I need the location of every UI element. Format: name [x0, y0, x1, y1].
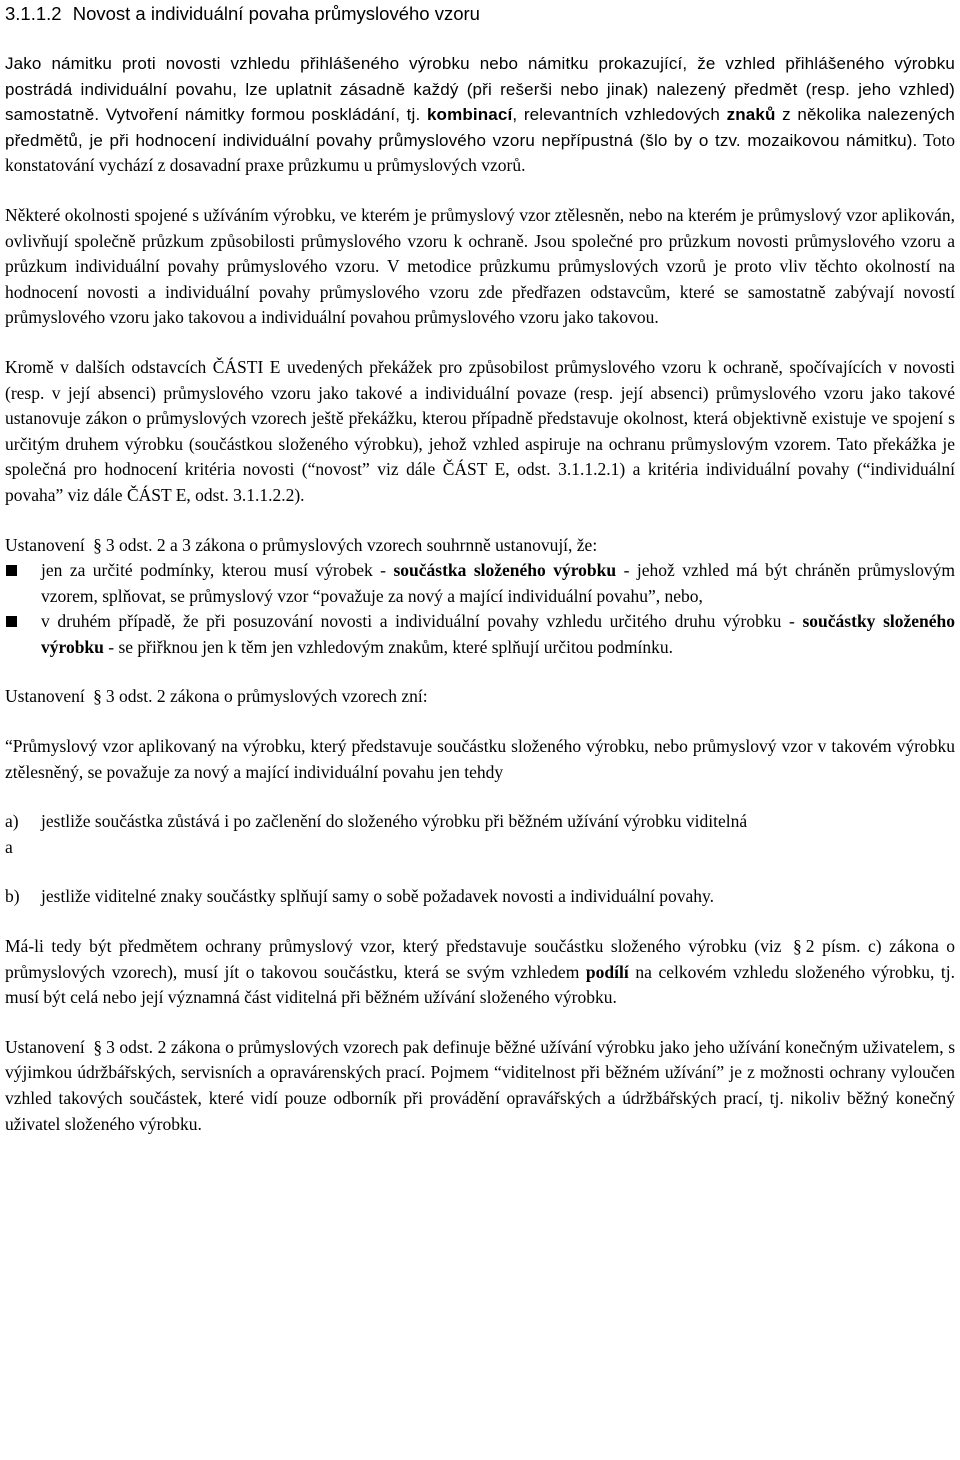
lettered-item-a [5, 809, 955, 835]
section-number: 3.1.1.2 [5, 3, 62, 24]
square-bullet-icon [6, 616, 17, 627]
bold-term: podílí [585, 961, 629, 982]
lettered-item-b [5, 884, 955, 910]
paragraph-normal-use: Ustanovení § 3 odst. 2 zákona o průmyslových vzorech pak definuje běžné užívání výrobku jako jeho užívání konečným uživatelem, s výjimkou údržbářských, servisních a opravárenských prací. Pojmem “viditelnost při běžném užívání” je z možnosti ochrany vyloučen vzhled takových součástek, které vidí pouze odborník při provádění opravářských a údržbářských prací, tj. nikoliv běžný konečný uživatel složeného výrobku. [5, 1036, 956, 1134]
paragraph-text: Jako námitku proti novosti vzhledu přihlášeného výrobku nebo námitku prokazující, že vzhled přihlášeného výrobku postrádá individuální povahu, lze uplatnit zásadně každý (při rešerši nebo jinak) nalezený předmět (resp. jeho vzhled) samostatně. Vytvoření námitky formou poskládání, tj. kombinací, relevantních vzhledových znaků z několika nalezených předmětů, je při hodnocení individuální povahy průmyslového vzoru nepřípustná (šlo by o tzv. mozaikovou námitku). [5, 54, 956, 150]
section-sign: § [93, 686, 102, 707]
paragraph-text: Toto konstatování vychází z dosavadní praxe průzkumu u průmyslových vzorů. [5, 129, 955, 176]
paragraph-provision-intro: Ustanovení § 3 odst. 2 a 3 zákona o průmyslových vzorech souhrnně ustanovují, že: [5, 534, 598, 555]
paragraph-circumstances: Některé okolnosti spojené s užíváním výrobku, ve kterém je průmyslový vzor ztělesněn, nebo na kterém je průmyslový vzor aplikován, ovlivňují společně průzkum způsobilosti průmyslového vzoru k ochraně. Jsou společné pro průzkum novosti průmyslového vzoru a průzkum individuální povahy průmyslového vzoru. V metodice průzkumu průmyslových vzorů je proto vliv těchto okolností na hodnocení novosti a individuální povahy průmyslového vzoru zde předřazen odstavcům, které se samostatně zabývají novostí průmyslového vzoru jako takovou a individuální povahou průmyslového vzoru jako takovou. [5, 204, 955, 328]
item-letter: a) [5, 811, 19, 832]
list-item: jen za určité podmínky, kterou musí výrobek - součástka složeného výrobku - jehož vzhled má být chráněn průmyslovým vzorem, splňovat, se průmyslový vzor “považuje za nový a mající individuální povahu”, nebo, [5, 558, 955, 609]
list-item: v druhém případě, že při posuzování novosti a individuální povahy vzhledu určitého druhu výrobku - součástky složeného výrobku - se přiřknou jen k těm jen vzhledovým znakům, které splňují určitou podmínku. [5, 609, 955, 660]
bullet-list [5, 558, 955, 660]
conjunction: a [5, 836, 13, 857]
paragraph-provision-quote-intro: Ustanovení § 3 odst. 2 zákona o průmyslových vzorech zní: [5, 686, 428, 707]
paragraph-obstacle: Kromě v dalších odstavcích ČÁSTI E uvedených překážek pro způsobilost průmyslového vzoru k ochraně, spočívajících v novosti (resp. v její absenci) průmyslového vzoru jako takové a individuální povaze (resp. její absenci) průmyslového vzoru jako takové ustanovuje zákon o průmyslových vzorech ještě překážku, kterou případně představuje okolnost, která objektivně existuje ve spojení s určitým druhem výrobku (součástkou složeného výrobku), jehož vzhled aspiruje na ochranu průmyslovým vzorem. Tato překážka je společná pro hodnocení kritéria novosti (“novost” viz dále ČÁST E, odst. 3.1.1.2.1) a kritéria individuální povahy (“individuální povaha” viz dále ČÁST E, odst. 3.1.1.2.2). [5, 356, 955, 505]
bold-term: kombinací [426, 105, 513, 125]
square-bullet-icon [6, 565, 17, 576]
section-sign: § [93, 1036, 103, 1057]
item-text: jestliže viditelné znaky součástky splňují samy o sobě požadavek novosti a individuální povahy. [41, 886, 714, 907]
paragraph-component-visibility: Má-li tedy být předmětem ochrany průmyslový vzor, který představuje součástku složeného výrobku (viz § 2 písm. c) zákona o průmyslových vzorech), musí jít o takovou součástku, která se svým vzhledem podílí na celkovém vzhledu složeného výrobku, tj. musí být celá nebo její významná část viditelná při běžném užívání složeného výrobku. [5, 936, 956, 1008]
bold-term: součástky složeného výrobku [41, 611, 956, 657]
section-sign: § [93, 534, 102, 555]
bold-term: součástka složeného výrobku [393, 560, 617, 581]
quoted-provision: “Průmyslový vzor aplikovaný na výrobku, který představuje součástku složeného výrobku, nebo průmyslový vzor v takovém výrobku ztělesněný, se považuje za nový a mající individuální povahu jen tehdy [5, 736, 955, 782]
section-title: Novost a individuální povaha průmyslového vzoru [72, 3, 480, 24]
item-letter: b) [5, 886, 20, 907]
section-heading [5, 0, 955, 27]
item-text: jestliže součástka zůstává i po začlenění do složeného výrobku při běžném užívání výrobku viditelná [41, 811, 748, 832]
paragraph-mosaic-objection [5, 51, 955, 179]
bold-term: znaků [726, 105, 776, 125]
section-sign: § [793, 936, 802, 957]
